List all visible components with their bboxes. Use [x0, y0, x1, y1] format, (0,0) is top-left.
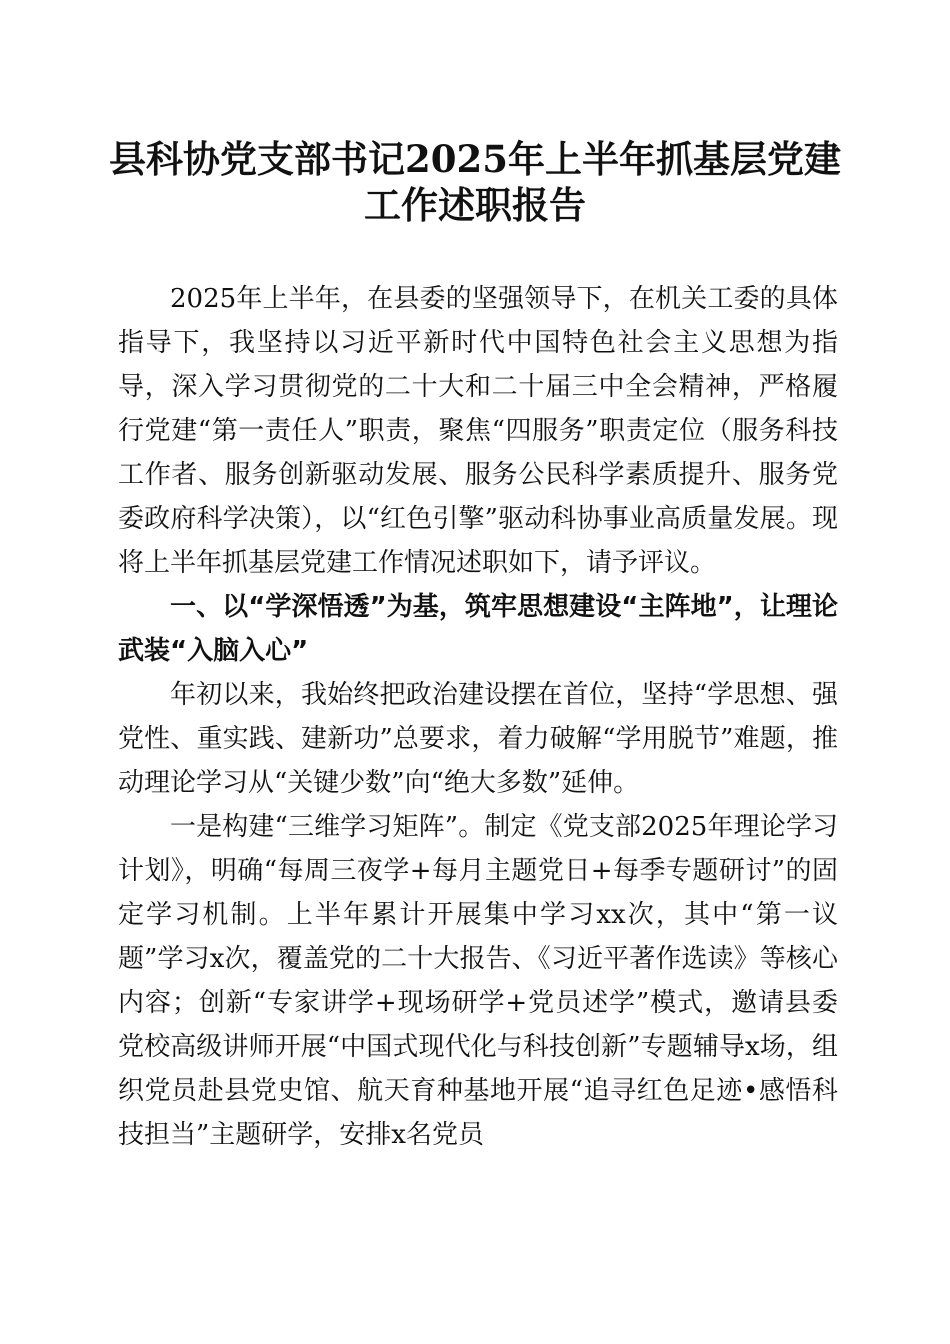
- document-title-line-1: 县科协党支部书记2025年上半年抓基层党建: [109, 137, 841, 181]
- section-1-paragraph-2: 一是构建“三维学习矩阵”。制定《党支部2025年理论学习计划》，明确“每周三夜学+每月主题党日+每季专题研讨”的固定学习机制。上半年累计开展集中学习xx次，其中“第一议题”学习x次，覆盖党的二十大报告、《习近平著作选读》等核心内容；创新“专家讲学+现场研学+党员述学”模式，邀请县委党校高级讲师开展“中国式现代化与科技创新”专题辅导x场，组织党员赴县党史馆、航天育种基地开展“追寻红色足迹•感悟科技担当”主题研学，安排x名党员: [118, 812, 838, 1150]
- section-1-paragraph-1: 年初以来，我始终把政治建设摆在首位，坚持“学思想、强党性、重实践、建新功”总要求，着力破解“学用脱节”难题，推动理论学习从“关键少数”向“绝大多数”延伸。: [118, 680, 838, 798]
- document-title-line-2: 工作述职报告: [364, 183, 586, 227]
- section-heading-1: 一、以“学深悟透”为基，筑牢思想建设“主阵地”，让理论武装“入脑入心”: [118, 592, 838, 666]
- intro-paragraph: 2025年上半年，在县委的坚强领导下，在机关工委的具体指导下，我坚持以习近平新时代中国特色社会主义思想为指导，深入学习贯彻党的二十大和二十届三中全会精神，严格履行党建“第一责任人”职责，聚焦“四服务”职责定位（服务科技工作者、服务创新驱动发展、服务公民科学素质提升、服务党委政府科学决策），以“红色引擎”驱动科协事业高质量发展。现将上半年抓基层党建工作情况述职如下，请予评议。: [118, 284, 838, 578]
